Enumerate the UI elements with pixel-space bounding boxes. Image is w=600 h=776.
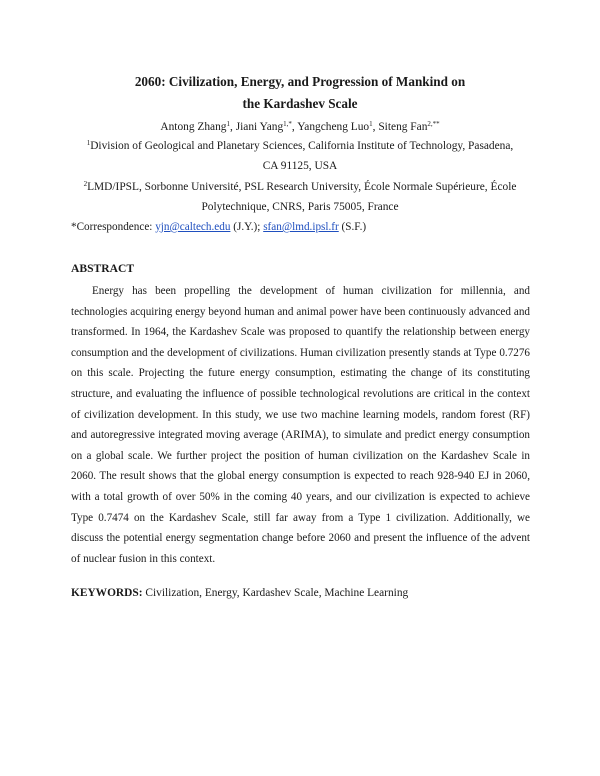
affiliation-marker: 1 [86,139,91,147]
affiliation-2-line-2: Polytechnique, CNRS, Paris 75005, France [201,201,399,213]
author-affiliation-marker: 1 [369,120,373,128]
keywords [71,585,408,601]
author-separator: , [291,121,298,133]
keywords-label: KEYWORDS: [71,587,143,599]
affiliation-marker: 2 [83,180,88,188]
affiliation-text: Division of Geological and Planetary Sciences, California Institute of Technology, Pasadena, [90,140,514,152]
correspondence [71,219,366,235]
abstract-body: Energy has been propelling the development of human civilization for millennia, and technologies acquiring energy beyond human and animal power have been continuously advanced and transformed. In 1964, the Kardashev Scale was proposed to quantify the relationship between energy consumption and the development of civilizations. Human civilization presently stands at Type 0.7276 on this scale. Projecting the future energy consumption, estimating the change of its constituting structure, and evaluating the influence of possible technological revolutions are critical in the context of civilization development. In this study, we use two machine learning models, random forest (RF) and autoregressive integrated moving average (ARIMA), to simulate and predict energy consumption on a global scale. We further project the position of human civilization on the Kardashev Scale in 2060. The result shows that the global energy consumption is expected to reach 928-940 EJ in 2060, with a total growth of over 50% in the coming 40 years, and our civilization is expected to achieve Type 0.7474 on the Kardashev Scale, still far away from a Type 1 civilization. Additionally, we discuss the potential energy segmentation change before 2060 and present the influence of the advent of nuclear fusion in this context. [71,285,530,565]
email-link-fan[interactable]: sfan@lmd.ipsl.fr [263,221,339,233]
correspondence-note: (J.Y.); [230,221,264,233]
correspondence-label: *Correspondence: [71,221,156,233]
author-list [60,119,540,135]
author-affiliation-marker: 1 [226,120,230,128]
affiliation-1-line-2: CA 91125, USA [262,160,338,172]
author-separator: , [372,121,379,133]
paper-title-line-1: 2060: Civilization, Energy, and Progression of Mankind on [134,74,466,89]
affiliation-1-line-1 [60,138,540,154]
author-name: Antong Zhang [160,121,227,133]
author-separator: , [229,121,236,133]
affiliation-2-line-1 [60,179,540,195]
keywords-text: Civilization, Energy, Kardashev Scale, Machine Learning [142,587,409,599]
author-affiliation-marker: 1,* [283,120,292,128]
paper-title-line-2: the Kardashev Scale [242,96,358,111]
author-name: Siteng Fan [378,121,428,133]
author-name: Jiani Yang [235,121,284,133]
affiliation-text: LMD/IPSL, Sorbonne Université, PSL Research University, École Normale Supérieure, École [87,181,517,193]
author-name: Yangcheng Luo [297,121,370,133]
correspondence-note: (S.F.) [338,221,367,233]
author-affiliation-marker: 2,** [427,120,440,128]
abstract-heading: ABSTRACT [71,262,135,275]
email-link-yang[interactable]: yjn@caltech.edu [155,221,231,233]
